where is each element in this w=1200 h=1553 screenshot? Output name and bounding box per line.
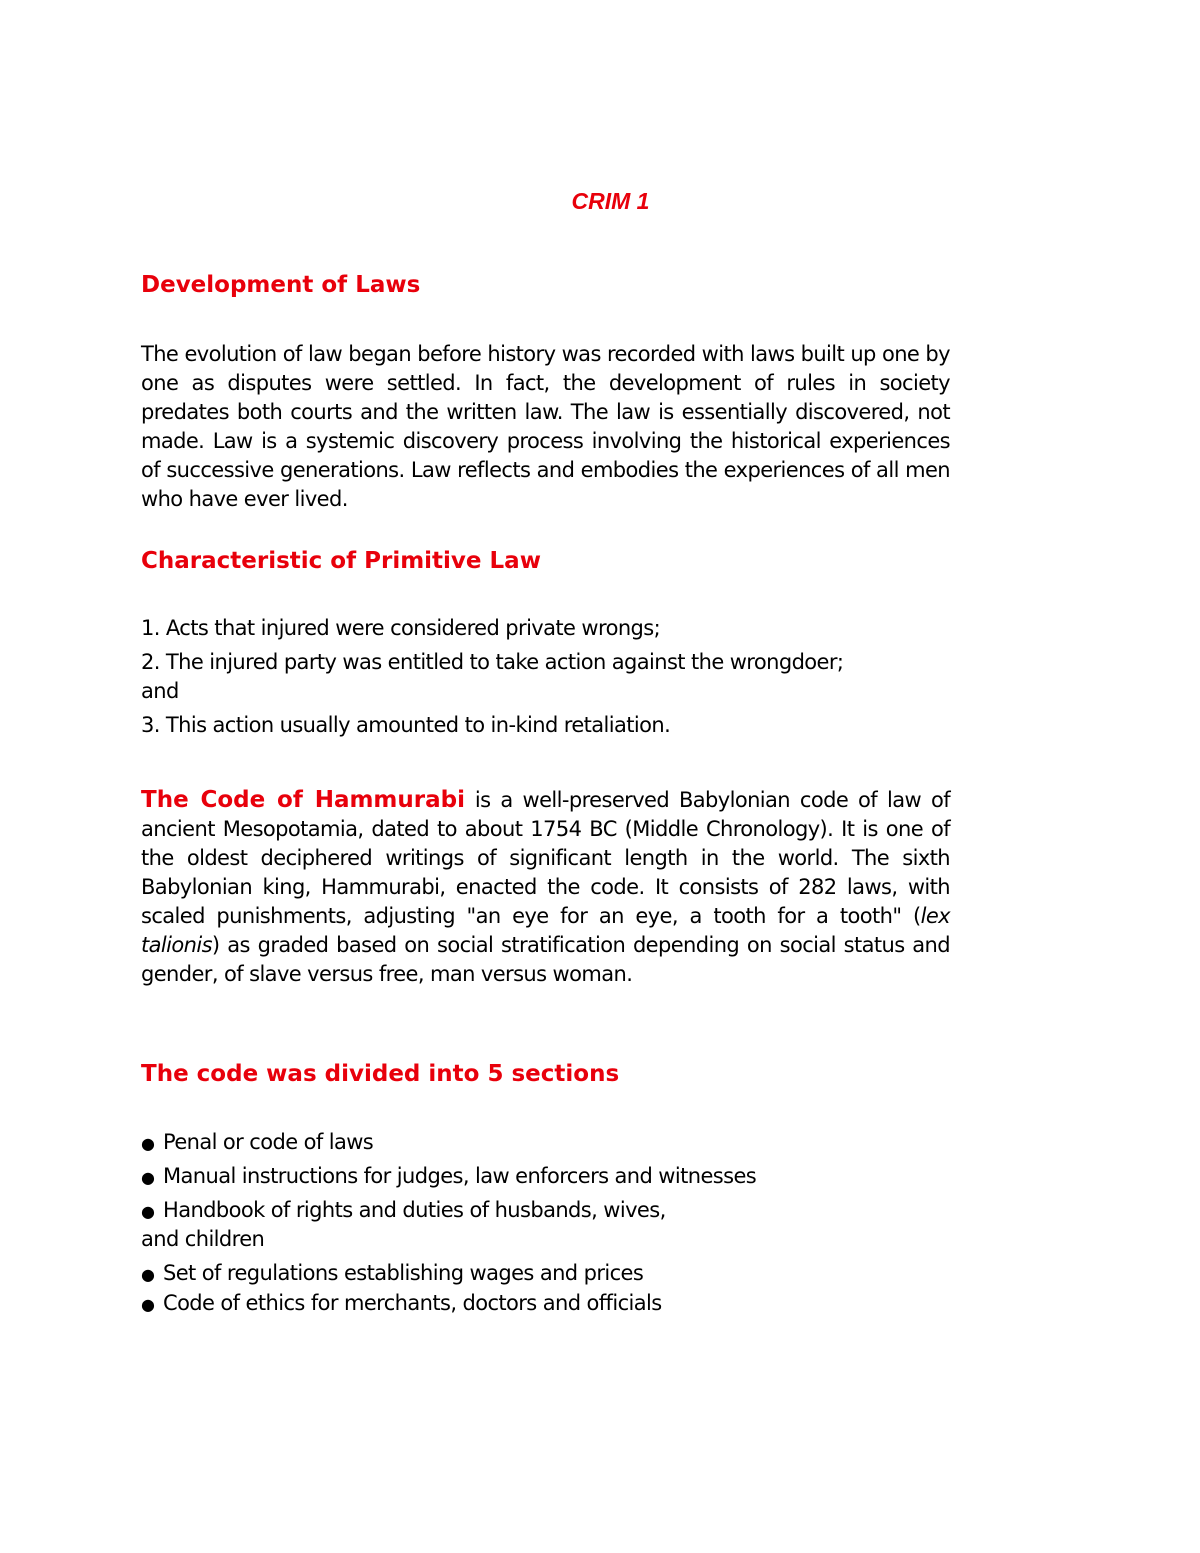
heading-primitive-law: Characteristic of Primitive Law <box>141 548 541 574</box>
bullet-icon: ● <box>141 1295 155 1314</box>
lex-talionis: lex talionis <box>141 904 950 957</box>
bullet-text: Set of regulations establishing wages and prices <box>163 1261 644 1285</box>
bullet-item <box>141 1162 950 1192</box>
list-item-continuation: and <box>141 679 179 703</box>
bullet-text: Manual instructions for judges, law enforcers and witnesses <box>163 1164 757 1188</box>
bullet-icon: ● <box>141 1202 155 1221</box>
paragraph-code-of-hammurabi <box>141 786 950 989</box>
bullet-text: Handbook of rights and duties of husbands, wives, <box>163 1198 666 1222</box>
list-item: 3. This action usually amounted to in-kind retaliation. <box>141 713 671 737</box>
document-title: CRIM 1 <box>571 188 650 214</box>
bullet-icon: ● <box>141 1265 155 1284</box>
bullet-item <box>141 1259 950 1289</box>
bullet-item-continuation: and children <box>141 1227 265 1251</box>
list-item: 1. Acts that injured were considered private wrongs; <box>141 616 661 640</box>
bullet-text: Code of ethics for merchants, doctors and officials <box>163 1291 662 1315</box>
hammurabi-text-b: ) as graded based on social stratification depending on social status and gender, of slave versus free, man versus woman. <box>141 933 950 986</box>
bullet-item <box>141 1289 950 1319</box>
heading-development-of-laws: Development of Laws <box>141 272 421 298</box>
list-item: 2. The injured party was entitled to take action against the wrongdoer; <box>141 650 844 674</box>
bullet-item <box>141 1128 950 1158</box>
code-of-hammurabi-lead: The Code of Hammurabi <box>141 787 465 813</box>
paragraph-development-of-laws: The evolution of law began before history was recorded with laws built up one by one as disputes were settled. In fact, the development of rules in society predates both courts and the written law. The law is essentially discovered, not made. Law is a systemic discovery process involving the historical experiences of successive generations. Law reflects and embodies the experiences of all men who have ever lived. <box>141 342 950 511</box>
bullet-icon: ● <box>141 1168 155 1187</box>
bullet-item <box>141 1196 950 1226</box>
hammurabi-text-a: is a well-preserved Babylonian code of law of ancient Mesopotamia, dated to about 1754 BC (Middle Chronology). It is one of the oldest deciphered writings of significant length in the world. The sixth Babylonian king, Hammurabi, enacted the code. It consists of 282 laws, with scaled punishments, adjusting "an eye for an eye, a tooth for a tooth" ( <box>141 788 950 928</box>
bullet-text: Penal or code of laws <box>163 1130 374 1154</box>
heading-five-sections: The code was divided into 5 sections <box>141 1061 620 1087</box>
bullet-icon: ● <box>141 1134 155 1153</box>
